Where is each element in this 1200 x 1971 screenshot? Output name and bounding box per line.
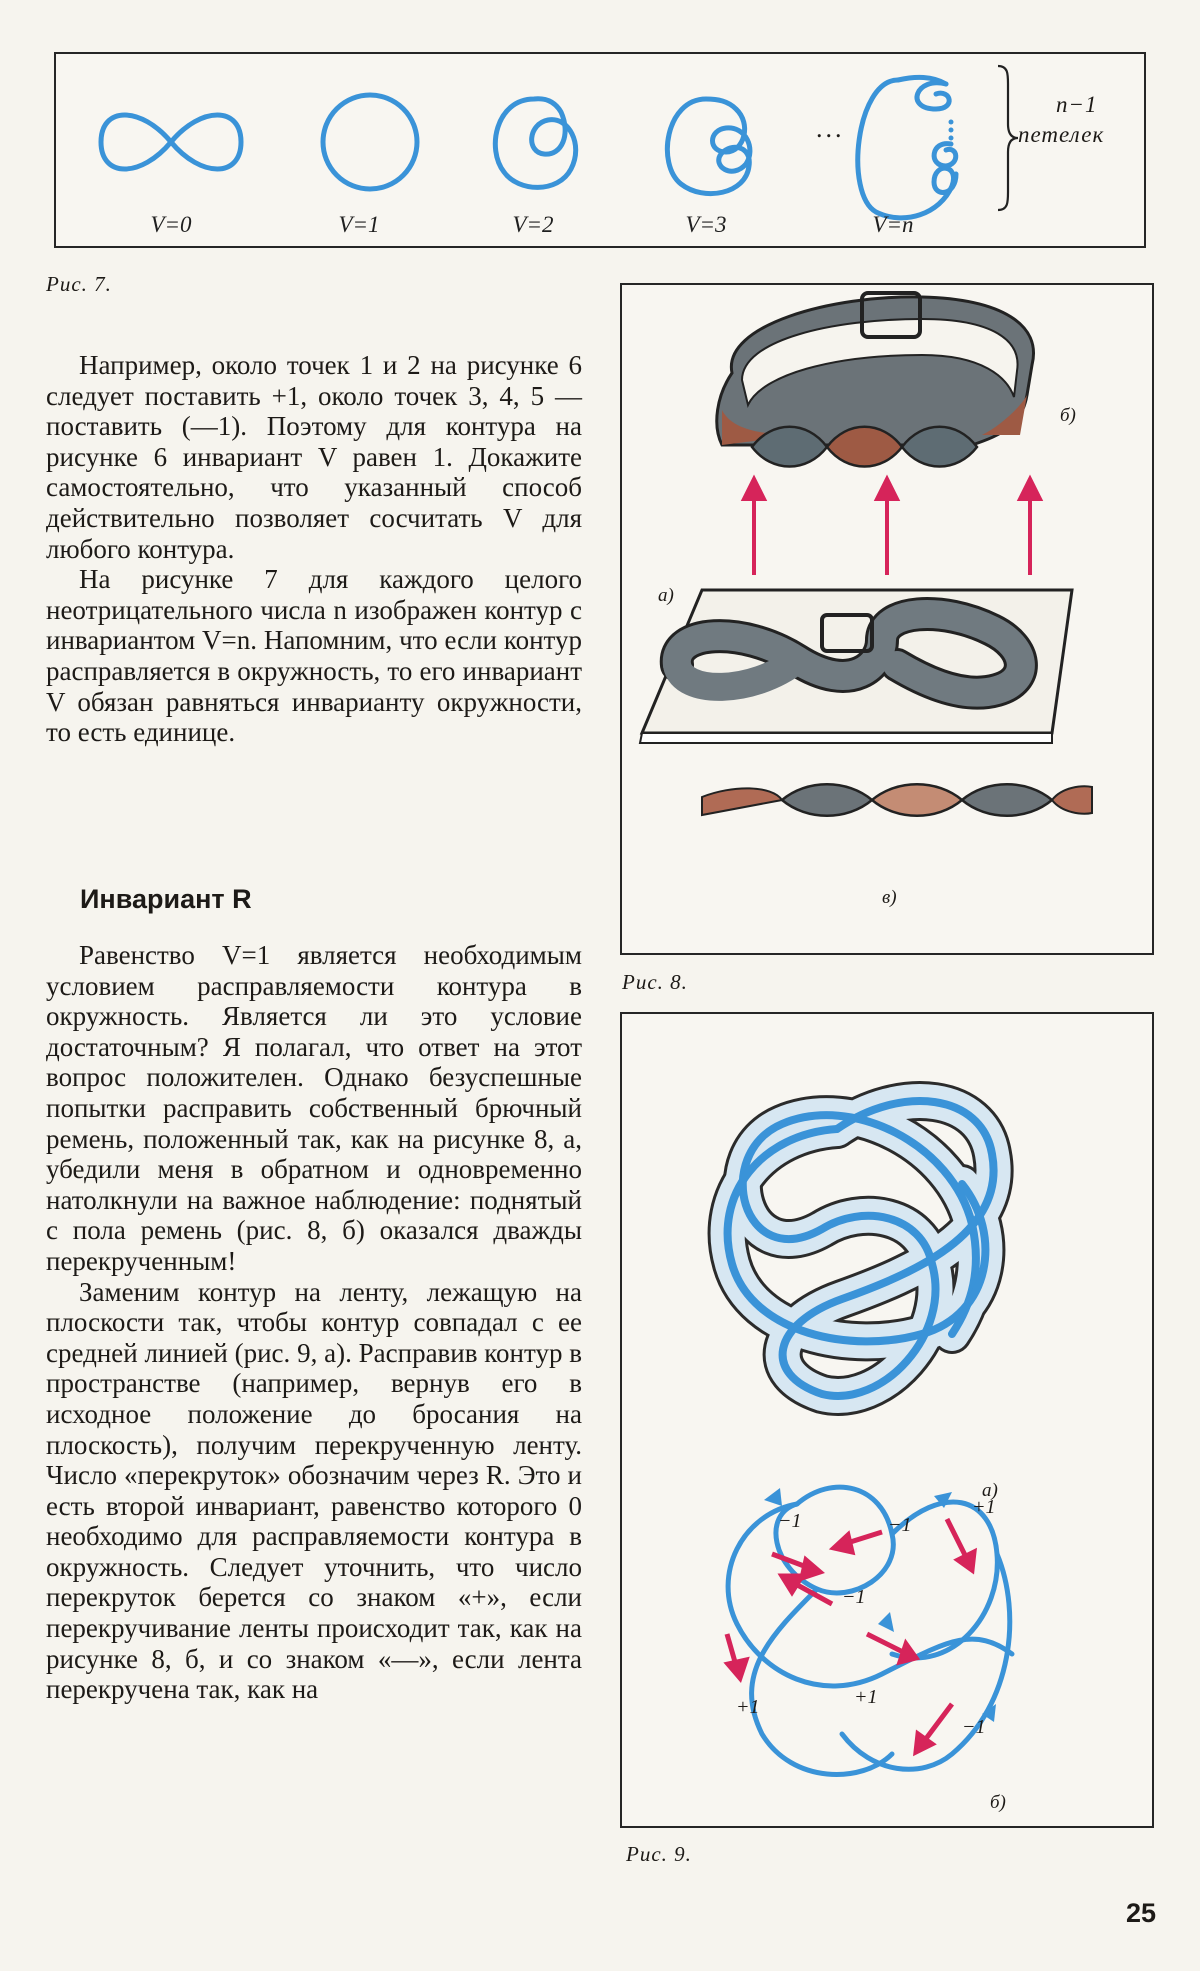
twisted-strip [702,784,1092,816]
figure-8-drawing [622,285,1152,953]
figure-7 [54,52,1146,248]
sign-1: −1 [778,1510,802,1532]
sign-6: +1 [854,1686,878,1708]
caption-fig9: Рис. 9. [626,1842,692,1866]
label-v2: V=2 [512,212,554,237]
sign-4: −1 [842,1586,866,1608]
crossing-arrows [727,1519,974,1752]
text-block-2 [46,940,582,1705]
paragraph-3: Равенство V=1 является необходимым условием расправляемости контура в окружность. Является ли это условие достаточным? Я полагал, что ответ на этот вопрос положителен. Однако безуспешные попытки расправить собственный брючный ремень, положенный так, как на рисунке 8, а, убедили меня в обратном и одновременно натолкнули на важное наблюдение: поднятый с пола ремень (рис. 8, б) оказался дважды перекрученным! [46,940,582,1276]
label-v3: V=3 [685,212,727,237]
plane-edge [640,733,1052,743]
sign-3: +1 [972,1496,996,1518]
brace-word: петелек [1018,122,1105,147]
fig9-label-a: а) [982,1480,998,1501]
figure-7-drawing [56,54,1148,250]
text-block-1 [46,350,582,748]
contour-v2 [495,99,575,188]
paragraph-1: Например, около точек 1 и 2 на рисунке 6 следует поставить +1, около точек 3, 4, 5 — поставить (—1). Поэтому для контура на рисунке 6 инвариант V равен 1. Докажите самостоятельно, что указанный способ действительно позволяет сосчитать V для любого контура. [46,350,582,564]
sign-2: −1 [888,1514,912,1536]
belt-raised [717,293,1034,467]
sign-7: −1 [962,1716,986,1738]
paragraph-2: На рисунке 7 для каждого целого неотрицательного числа n изображен контур с инвариантом V=n. Напомним, что если контур расправляется в окружность, то его инвариант V обязан равняться инварианту окружности, то есть единице. [46,564,582,748]
label-v1: V=1 [338,212,380,237]
label-v0: V=0 [150,212,192,237]
figure-9-drawing [622,1014,1152,1826]
contour-v1 [323,95,417,189]
brace [998,66,1018,210]
band-knot [728,1101,994,1396]
fig9-label-b: б) [990,1792,1006,1813]
fig8-label-b: б) [1060,405,1076,426]
contour-v3 [667,99,750,194]
fig8-label-a: а) [658,585,674,606]
sign-5: +1 [736,1696,760,1718]
page-number: 25 [1126,1898,1157,1928]
contour-vn [858,80,956,218]
contour-v0 [101,115,241,169]
figure-9 [620,1012,1154,1828]
brace-count: n−1 [1056,92,1098,117]
section-heading: Инвариант R [80,884,252,914]
label-vn: V=n [872,212,914,237]
paragraph-4: Заменим контур на ленту, лежащую на плоскости так, чтобы контур совпадал с ее средней линией (рис. 9, а). Расправив контур в пространстве (например, вернув его в исходное положение до бросания на плоскость), получим перекрученную ленту. Число «перекруток» обозначим через R. Это и есть второй инвариант, равенство которого 0 необходимо для расправляемости контура в окружность. Следует уточнить, что число перекруток берется со знаком «+», если перекручивание ленты происходит так, как на рисунке 8, б, и со знаком «—», если лента перекручена так, как на [46,1276,582,1705]
caption-fig8: Рис. 8. [622,970,688,994]
figure-8 [620,283,1154,955]
fig8-label-v: в) [882,887,897,908]
ellipsis: ... [816,114,845,143]
caption-fig7: Рис. 7. [46,272,112,296]
